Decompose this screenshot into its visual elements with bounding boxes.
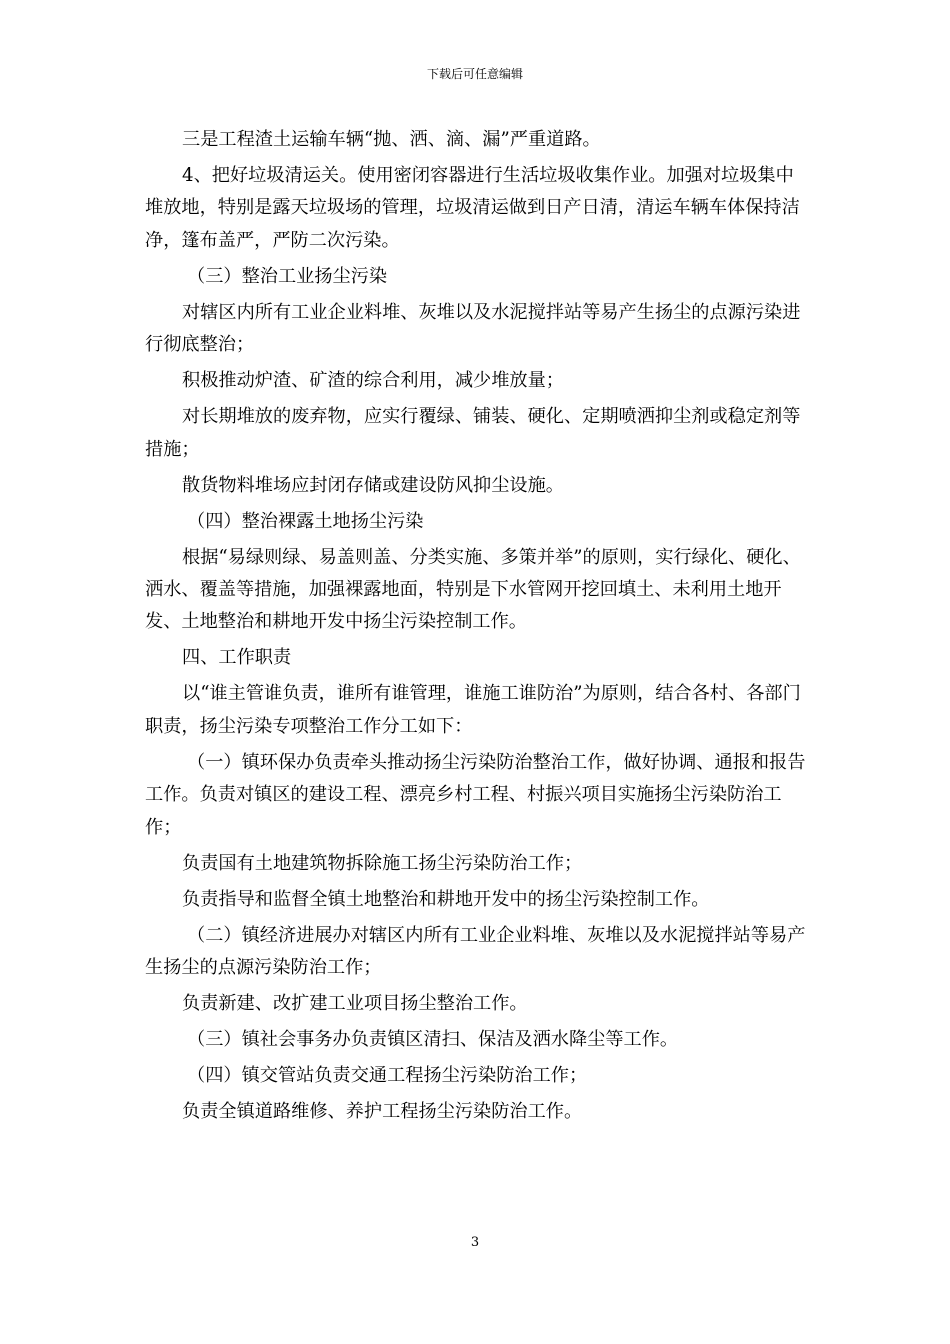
paragraph: 三是工程渣土运输车辆“抛、洒、滴、漏”严重道路。	[182, 129, 601, 150]
paragraph: 负责指导和监督全镇土地整治和耕地开发中的扬尘污染控制工作。	[182, 888, 710, 910]
duty-item: （二）镇经济进展办对辖区内所有工业企业料堆、灰堆以及水泥搅拌站等易产生扬尘的点源污染防治工作；	[145, 924, 806, 979]
paragraph: 4、把好垃圾清运关。使用密闭容器进行生活垃圾收集作业。加强对垃圾集中堆放地，特别是露天垃圾场的管理，垃圾清运做到日产日清，清运车辆车体保持洁净，篷布盖严，严防二次污染。	[145, 165, 800, 251]
paragraph: 根据“易绿则绿、易盖则盖、分类实施、多策并举”的原则，实行绿化、硬化、洒水、覆盖等措施，加强裸露地面，特别是下水管网开挖回填土、未利用土地开发、土地整治和耕地开发中扬尘污染控制工作。	[145, 546, 801, 633]
paragraph: 负责全镇道路维修、养护工程扬尘污染防治工作。	[182, 1101, 583, 1123]
page-number: 3	[470, 1235, 480, 1250]
paragraph: 散货物料堆场应封闭存储或建设防风抑尘设施。	[182, 474, 564, 496]
page-header: 下载后可任意编辑	[426, 67, 523, 81]
paragraph: 对辖区内所有工业企业料堆、灰堆以及水泥搅拌站等易产生扬尘的点源污染进行彻底整治；	[145, 301, 801, 356]
section-title: 四、工作职责	[182, 647, 292, 669]
section-heading: （三）整治工业扬尘污染	[187, 265, 388, 287]
duty-item: （四）镇交管站负责交通工程扬尘污染防治工作；	[187, 1065, 588, 1087]
paragraph: 积极推动炉渣、矿渣的综合利用，减少堆放量；	[182, 370, 564, 392]
paragraph: 以“谁主管谁负责，谁所有谁管理，谁施工谁防治”为原则，结合各村、各部门职责，扬尘污染专项整治工作分工如下：	[145, 683, 801, 737]
paragraph: 负责新建、改扩建工业项目扬尘整治工作。	[182, 993, 528, 1015]
document-body	[145, 124, 809, 1132]
duty-item: （一）镇环保办负责牵头推动扬尘污染防治整治工作，做好协调、通报和报告工作。负责对镇区的建设工程、漂亮乡村工程、村振兴项目实施扬尘污染防治工作；	[145, 751, 806, 838]
duty-item: （三）镇社会事务办负责镇区清扫、保洁及洒水降尘等工作。	[187, 1029, 679, 1051]
section-heading: （四）整治裸露土地扬尘污染	[187, 510, 424, 532]
paragraph: 负责国有土地建筑物拆除施工扬尘污染防治工作；	[182, 852, 583, 874]
paragraph: 对长期堆放的废弃物，应实行覆绿、铺装、硬化、定期喷洒抑尘剂或稳定剂等措施；	[145, 406, 801, 460]
